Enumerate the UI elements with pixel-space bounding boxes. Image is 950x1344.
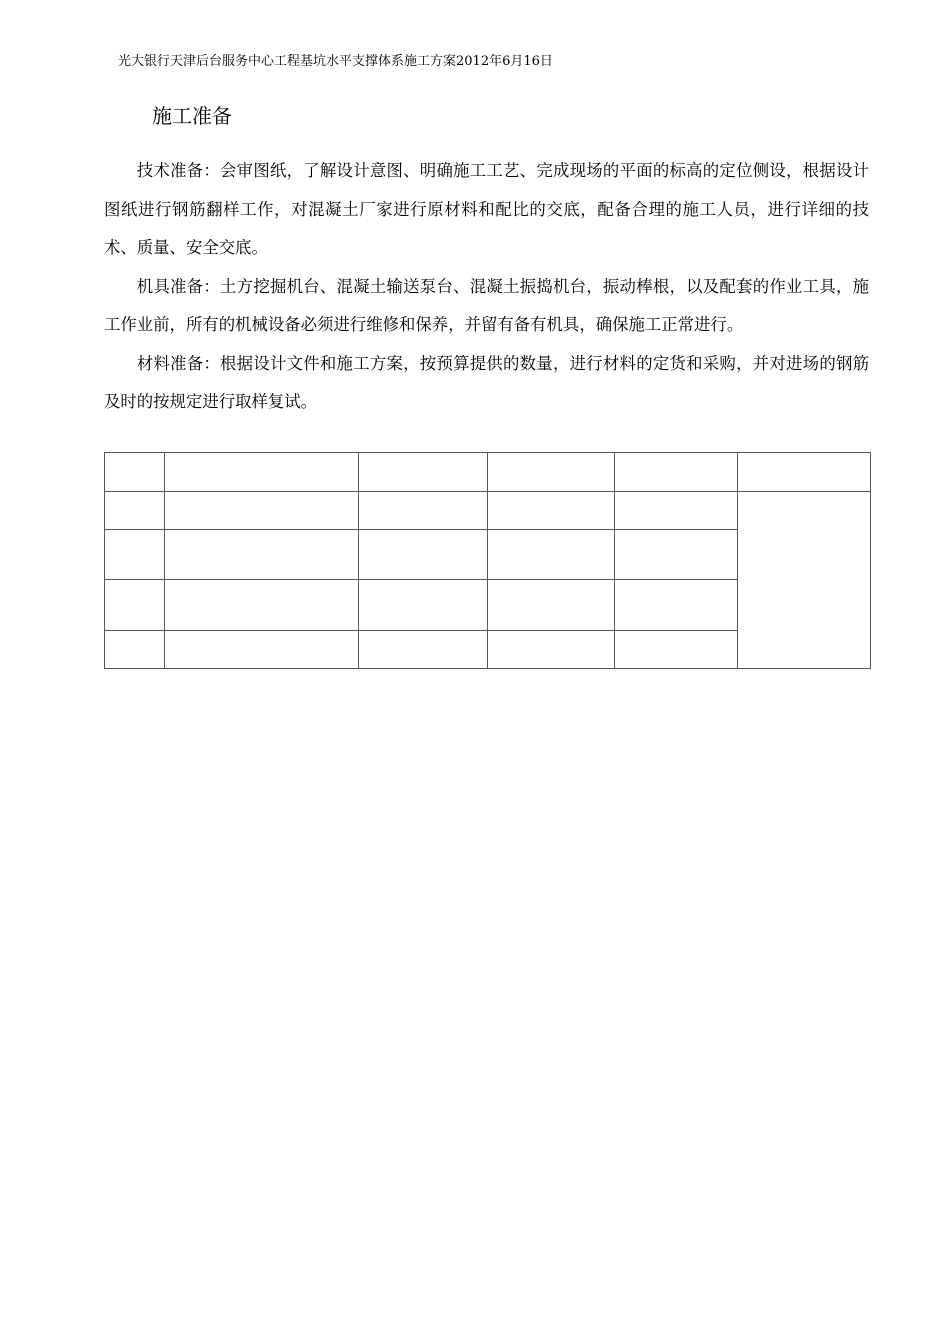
table-row [105, 453, 871, 492]
table-cell [165, 492, 359, 530]
paragraph-technical-prep: 技术准备：会审图纸，了解设计意图、明确施工工艺、完成现场的平面的标高的定位侧设，根据设计图纸进行钢筋翻样工作，对混凝土厂家进行原材料和配比的交底，配备合理的施工人员，进行详细的技术、质量、安全交底。 [104, 161, 869, 257]
table-cell [359, 530, 488, 580]
table-cell [359, 492, 488, 530]
table-cell [615, 492, 738, 530]
section-body [104, 152, 869, 422]
table-cell [488, 580, 615, 631]
table-cell [105, 580, 165, 631]
table-merged-cell [738, 492, 871, 669]
table-cell [165, 530, 359, 580]
table-row [105, 492, 871, 530]
table-cell [359, 580, 488, 631]
blank-table [104, 452, 871, 669]
table-cell [165, 580, 359, 631]
table-cell [105, 492, 165, 530]
table-cell [615, 453, 738, 492]
section-title: 施工准备 [152, 104, 232, 128]
page-header: 光大银行天津后台服务中心工程基坑水平支撑体系施工方案2012年6月16日 [118, 54, 553, 69]
table-cell [165, 453, 359, 492]
table-cell [615, 631, 738, 669]
table-cell [359, 453, 488, 492]
table-cell [488, 453, 615, 492]
table-cell [615, 580, 738, 631]
table-cell [105, 631, 165, 669]
paragraph-material-prep: 材料准备：根据设计文件和施工方案，按预算提供的数量，进行材料的定货和采购，并对进场的钢筋及时的按规定进行取样复试。 [104, 353, 869, 411]
table-cell [488, 631, 615, 669]
table-cell [359, 631, 488, 669]
table-cell [738, 453, 871, 492]
table-cell [105, 453, 165, 492]
paragraph-equipment-prep: 机具准备：土方挖掘机台、混凝土输送泵台、混凝土振捣机台，振动棒根，以及配套的作业工具，施工作业前，所有的机械设备必须进行维修和保养，并留有备有机具，确保施工正常进行。 [104, 276, 869, 334]
table-cell [488, 492, 615, 530]
table-cell [165, 631, 359, 669]
table-cell [488, 530, 615, 580]
table-cell [105, 530, 165, 580]
table-cell [615, 530, 738, 580]
